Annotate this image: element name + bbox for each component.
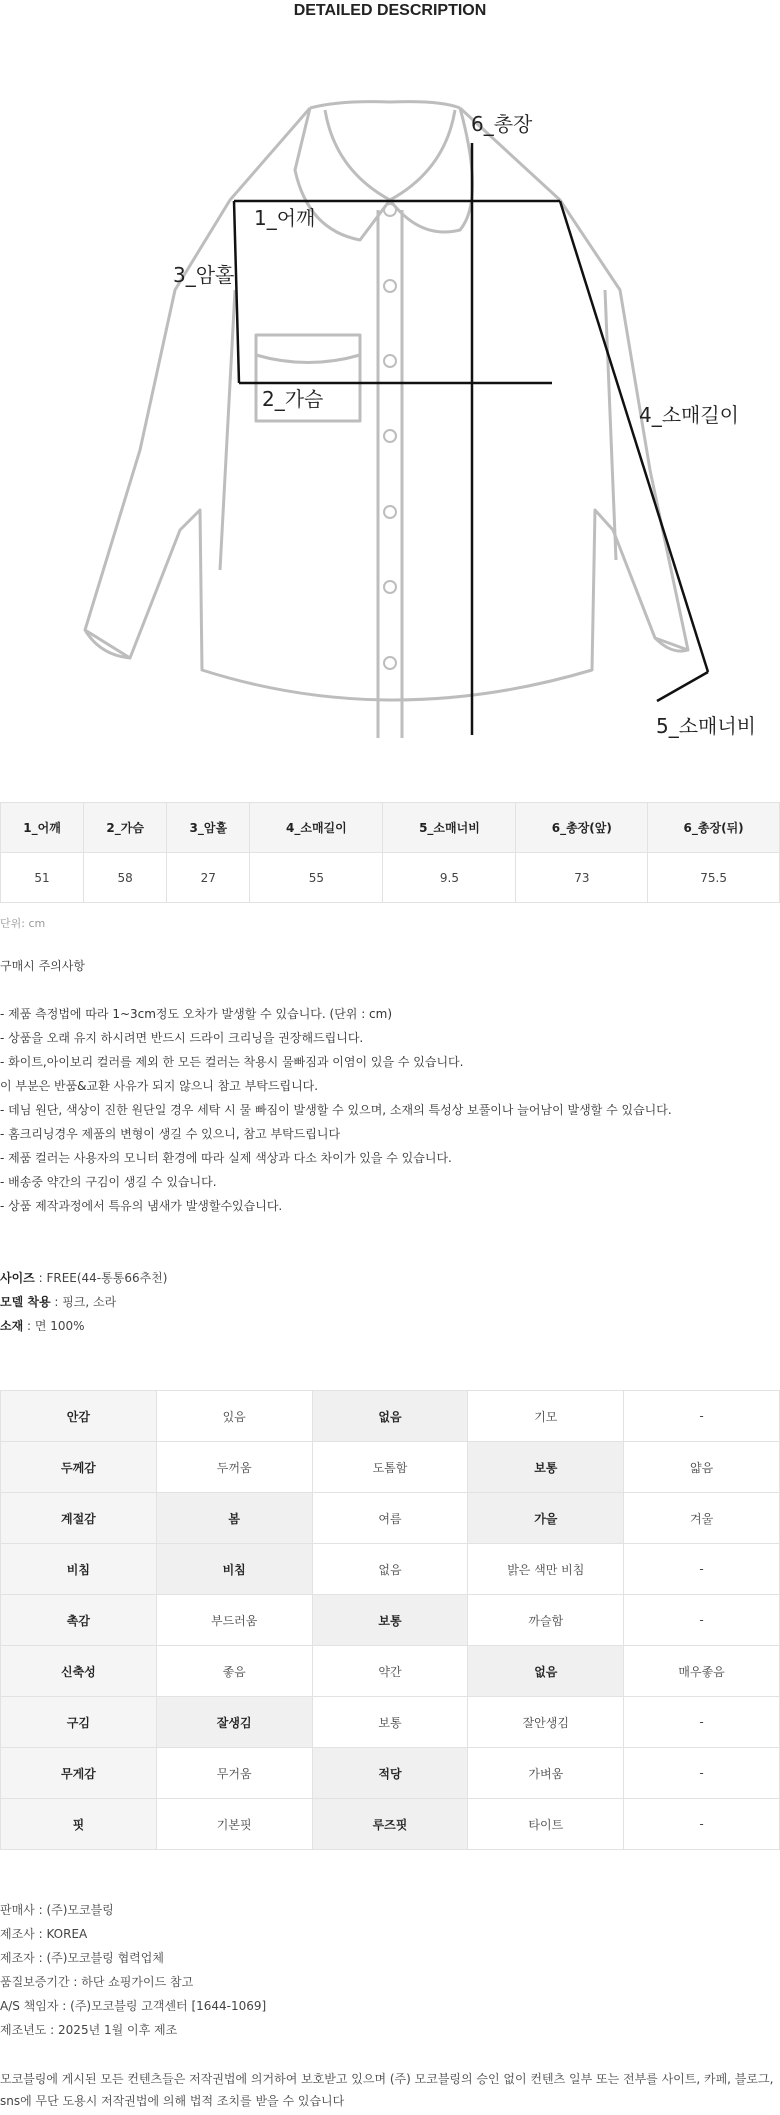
size-table-header-row [1, 803, 780, 853]
fabric-row-wrinkle [1, 1697, 780, 1748]
fabric-option: 가벼움 [468, 1748, 624, 1799]
fabric-option-selected: 없음 [468, 1646, 624, 1697]
product-specs [0, 1266, 167, 1338]
fabric-row-stretch [1, 1646, 780, 1697]
fabric-option: 없음 [312, 1544, 468, 1595]
label-sleeve-length: 4_소매길이 [639, 403, 740, 427]
fabric-option-selected: 없음 [312, 1391, 468, 1442]
label-sleeve-width: 5_소매너비 [656, 714, 757, 738]
fabric-row-weight [1, 1748, 780, 1799]
spec-model-value: : 핑크, 소라 [50, 1295, 117, 1309]
fabric-row-fit [1, 1799, 780, 1850]
fabric-row-texture [1, 1595, 780, 1646]
notice-item: - 배송중 약간의 구김이 생길 수 있습니다. [0, 1175, 217, 1189]
fabric-option-selected: 보통 [312, 1595, 468, 1646]
spec-size-value: : FREE(44-통통66추천) [34, 1271, 168, 1285]
fabric-option-selected: 비침 [156, 1544, 312, 1595]
fabric-option: 타이트 [468, 1799, 624, 1850]
notice-item: 이 부분은 반품&교환 사유가 되지 않으니 참고 부탁드립니다. [0, 1079, 319, 1093]
notice-item: - 홈크리닝경우 제품의 변형이 생길 수 있으니, 참고 부탁드립니다 [0, 1127, 341, 1141]
spec-model-label: 모델 착용 [0, 1295, 51, 1309]
fabric-option: 약간 [312, 1646, 468, 1697]
fabric-option: - [624, 1748, 780, 1799]
sleeve-length-line [560, 201, 708, 672]
spec-material [0, 1314, 167, 1338]
fabric-info-table [0, 1390, 780, 1850]
fabric-option-selected: 잘생김 [156, 1697, 312, 1748]
fabric-row-header: 두께감 [1, 1442, 157, 1493]
label-shoulder: 1_어깨 [254, 206, 316, 230]
size-value-cell: 58 [84, 853, 167, 903]
size-header-cell: 4_소매길이 [250, 803, 383, 853]
fabric-option: 부드러움 [156, 1595, 312, 1646]
notice-heading: 구매시 주의사항 [0, 959, 85, 973]
notice-item: - 데님 원단, 색상이 진한 원단일 경우 세탁 시 물 빠짐이 발생할 수 있으며, 소재의 특성상 보풀이나 늘어남이 발생할 수 있습니다. [0, 1103, 672, 1117]
fabric-row-sheerness [1, 1544, 780, 1595]
shirt-measurement-diagram [60, 90, 757, 750]
size-value-cell: 75.5 [648, 853, 780, 903]
size-header-cell: 6_총장(뒤) [648, 803, 780, 853]
fabric-row-header: 안감 [1, 1391, 157, 1442]
copyright-notice: 모코블링에 게시된 모든 컨텐츠들은 저작권법에 의거하여 보호받고 있으며 (주) 모코블링의 승인 없이 컨텐츠 일부 또는 전부를 사이트, 카페, 블로그, sns에 무단 도용시 저작권법에 의해 법적 조치를 받을 수 있습니다 [0, 2072, 774, 2108]
manufacturer-line: 제조자 : (주)모코블링 협력업체 [0, 1951, 164, 1965]
fabric-option: 좋음 [156, 1646, 312, 1697]
fabric-row-header: 구김 [1, 1697, 157, 1748]
spec-material-label: 소재 [0, 1319, 24, 1333]
fabric-row-season [1, 1493, 780, 1544]
spec-size [0, 1266, 167, 1290]
fabric-option-selected: 루즈핏 [312, 1799, 468, 1850]
size-value-cell: 55 [250, 853, 383, 903]
unit-note: 단위: cm [0, 917, 46, 930]
fabric-row-header: 계절감 [1, 1493, 157, 1544]
fabric-option: 밝은 색만 비침 [468, 1544, 624, 1595]
label-total-length: 6_총장 [471, 112, 533, 136]
fabric-option: 있음 [156, 1391, 312, 1442]
fabric-row-header: 비침 [1, 1544, 157, 1595]
fabric-option: 두꺼움 [156, 1442, 312, 1493]
page-title: DETAILED DESCRIPTION [293, 2, 487, 19]
manufacturer-line: 제조사 : KOREA [0, 1927, 88, 1941]
label-armhole: 3_암홀 [173, 263, 235, 287]
size-table [0, 802, 780, 903]
fabric-option: 얇음 [624, 1442, 780, 1493]
fabric-row-header: 촉감 [1, 1595, 157, 1646]
fabric-option: 도톰함 [312, 1442, 468, 1493]
size-value-cell: 73 [516, 853, 648, 903]
fabric-option: 여름 [312, 1493, 468, 1544]
purchase-notice [0, 954, 780, 1218]
fabric-option: 까슬함 [468, 1595, 624, 1646]
manufacturer-line: 품질보증기간 : 하단 쇼핑가이드 참고 [0, 1975, 194, 1989]
notice-list [0, 1002, 780, 1218]
fabric-row-header: 핏 [1, 1799, 157, 1850]
size-header-cell: 2_가슴 [84, 803, 167, 853]
fabric-row-header: 무게감 [1, 1748, 157, 1799]
notice-item: - 상품을 오래 유지 하시려면 반드시 드라이 크리닝을 권장해드립니다. [0, 1031, 364, 1045]
size-value-cell: 51 [1, 853, 84, 903]
spec-model [0, 1290, 167, 1314]
fabric-option: 보통 [312, 1697, 468, 1748]
fabric-option: - [624, 1697, 780, 1748]
size-header-cell: 6_총장(앞) [516, 803, 648, 853]
shirt-buttons [384, 204, 396, 669]
shirt-illustration [60, 90, 757, 750]
fabric-option: 겨울 [624, 1493, 780, 1544]
fabric-option: 무거움 [156, 1748, 312, 1799]
manufacturer-line: A/S 책임자 : (주)모코블링 고객센터 [1644-1069] [0, 1999, 267, 2013]
size-value-cell: 9.5 [383, 853, 516, 903]
size-header-cell: 1_어깨 [1, 803, 84, 853]
sleeve-width-line [657, 672, 708, 701]
notice-item: - 제품 측정법에 따라 1~3cm정도 오차가 발생할 수 있습니다. (단위 : cm) [0, 1007, 393, 1021]
size-header-cell: 5_소매너비 [383, 803, 516, 853]
fabric-row-lining [1, 1391, 780, 1442]
notice-item: - 화이트,아이보리 컬러를 제외 한 모든 컬러는 착용시 물빠짐과 이염이 있을 수 있습니다. [0, 1055, 464, 1069]
manufacturer-info [0, 1898, 266, 2042]
size-header-cell: 3_암홀 [167, 803, 250, 853]
fabric-option: 매우좋음 [624, 1646, 780, 1697]
spec-material-value: : 면 100% [23, 1319, 85, 1333]
fabric-option: 기모 [468, 1391, 624, 1442]
notice-item: - 제품 컬러는 사용자의 모니터 환경에 따라 실제 색상과 다소 차이가 있을 수 있습니다. [0, 1151, 452, 1165]
notice-item: - 상품 제작과정에서 특유의 냄새가 발생할수있습니다. [0, 1199, 283, 1213]
fabric-row-thickness [1, 1442, 780, 1493]
manufacturer-line: 제조년도 : 2025년 1월 이후 제조 [0, 2023, 178, 2037]
fabric-option: - [624, 1391, 780, 1442]
fabric-option: - [624, 1799, 780, 1850]
manufacturer-line: 판매사 : (주)모코블링 [0, 1903, 114, 1917]
fabric-option-selected: 가을 [468, 1493, 624, 1544]
fabric-option: 잘안생김 [468, 1697, 624, 1748]
size-value-cell: 27 [167, 853, 250, 903]
fabric-option: - [624, 1544, 780, 1595]
fabric-option: 기본핏 [156, 1799, 312, 1850]
fabric-option-selected: 적당 [312, 1748, 468, 1799]
size-table-value-row [1, 853, 780, 903]
fabric-option: - [624, 1595, 780, 1646]
spec-size-label: 사이즈 [0, 1271, 35, 1285]
fabric-option-selected: 보통 [468, 1442, 624, 1493]
fabric-row-header: 신축성 [1, 1646, 157, 1697]
label-chest: 2_가슴 [262, 387, 324, 411]
fabric-option-selected: 봄 [156, 1493, 312, 1544]
